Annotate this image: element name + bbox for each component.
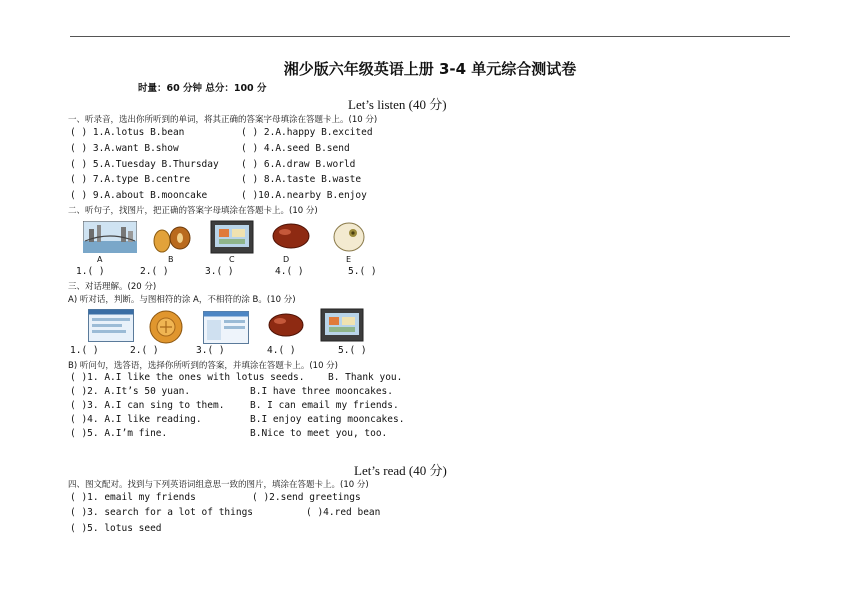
part3a-answer: 3.( ) (196, 345, 225, 356)
part2-answer: 5.( ) (348, 266, 377, 277)
part3a-answer: 5.( ) (338, 345, 367, 356)
part3-subsection-a: A) 听对话，判断。与图相符的涂 A，不相符的涂 B。(10 分) (68, 295, 296, 305)
part1-row-left: ( ) 9.A.about B.mooncake (70, 190, 208, 201)
part2-answer: 2.( ) (140, 266, 169, 277)
part3a-answer: 1.( ) (70, 345, 99, 356)
part3b-row-right: B.I have three mooncakes. (250, 386, 393, 397)
part4-item: ( )2.send greetings (252, 492, 361, 503)
part3-instruction: 三、对话理解。(20 分) (68, 282, 157, 292)
lotus-seed-picture (330, 220, 368, 254)
picture-label-b: B (168, 255, 174, 264)
picture-label-c: C (229, 255, 235, 264)
red-bean-picture (270, 222, 312, 250)
part1-row-right: ( ) 4.A.seed B.send (241, 143, 350, 154)
part3a-answer: 4.( ) (267, 345, 296, 356)
part1-row-right: ( ) 2.A.happy B.excited (241, 127, 373, 138)
read-heading: Let’s read (40 分) (354, 463, 447, 478)
part3b-row-left: ( )3. A.I can sing to them. (70, 400, 225, 411)
part2-instruction: 二、听句子，找图片，把正确的答案字母填涂在答题卡上。(10 分) (68, 206, 318, 216)
part1-row-left: ( ) 1.A.lotus B.bean (70, 127, 185, 138)
part3b-row-right: B.Nice to meet you, too. (250, 428, 388, 439)
part3a-answer: 2.( ) (130, 345, 159, 356)
picture-label-a: A (97, 255, 103, 264)
part1-row-left: ( ) 5.A.Tuesday B.Thursday (70, 159, 219, 170)
part2-answer: 1.( ) (76, 266, 105, 277)
exam-meta: 时量：60 分钟 总分：100 分 (138, 83, 267, 94)
part3b-row-right: B.I enjoy eating mooncakes. (250, 414, 405, 425)
picture-label-d: D (283, 255, 290, 264)
part3b-row-left: ( )5. A.I’m fine. (70, 428, 168, 439)
city-bridge-picture (83, 221, 137, 253)
email-screen-picture (203, 311, 249, 344)
part3-subsection-b: B) 听问句，选答语，选择你所听到的答案，并填涂在答题卡上。(10 分) (68, 361, 339, 371)
mooncake-picture (146, 309, 186, 345)
part3b-row-right: B. I can email my friends. (250, 400, 399, 411)
picture-label-e: E (346, 255, 352, 264)
part1-instruction: 一、听录音，选出你所听到的单词，将其正确的答案字母填涂在答题卡上。(10 分) (68, 115, 378, 125)
listen-heading: Let’s listen (40 分) (348, 97, 447, 112)
red-bean-picture (266, 312, 306, 338)
webpage-picture (88, 309, 134, 342)
part4-instruction: 四、图文配对。找到与下列英语词组意思一致的图片，填涂在答题卡上。(10 分) (68, 480, 369, 490)
part4-item: ( )5. lotus seed (70, 523, 162, 534)
computer-picture (320, 308, 364, 342)
top-rule (70, 36, 790, 37)
part3b-row-left: ( )1. A.I like the ones with lotus seeds. (70, 372, 305, 383)
part2-answer: 4.( ) (275, 266, 304, 277)
part1-row-left: ( ) 3.A.want B.show (70, 143, 179, 154)
part1-row-right: ( )10.A.nearby B.enjoy (241, 190, 367, 201)
part1-row-left: ( ) 7.A.type B.centre (70, 174, 191, 185)
part1-row-right: ( ) 8.A.taste B.waste (241, 174, 362, 185)
part3b-row-left: ( )2. A.It’s 50 yuan. (70, 386, 191, 397)
part1-row-right: ( ) 6.A.draw B.world (241, 159, 356, 170)
beans-picture (150, 225, 194, 253)
part4-item: ( )3. search for a lot of things (70, 507, 254, 518)
part2-answer: 3.( ) (205, 266, 234, 277)
part4-item: ( )1. email my friends (70, 492, 196, 503)
page-title: 湘少版六年级英语上册 3-4 单元综合测试卷 (283, 60, 577, 78)
part3b-row-right: B. Thank you. (328, 372, 403, 383)
part3b-row-left: ( )4. A.I like reading. (70, 414, 202, 425)
part4-item: ( )4.red bean (306, 507, 381, 518)
computer-picture (210, 220, 254, 254)
